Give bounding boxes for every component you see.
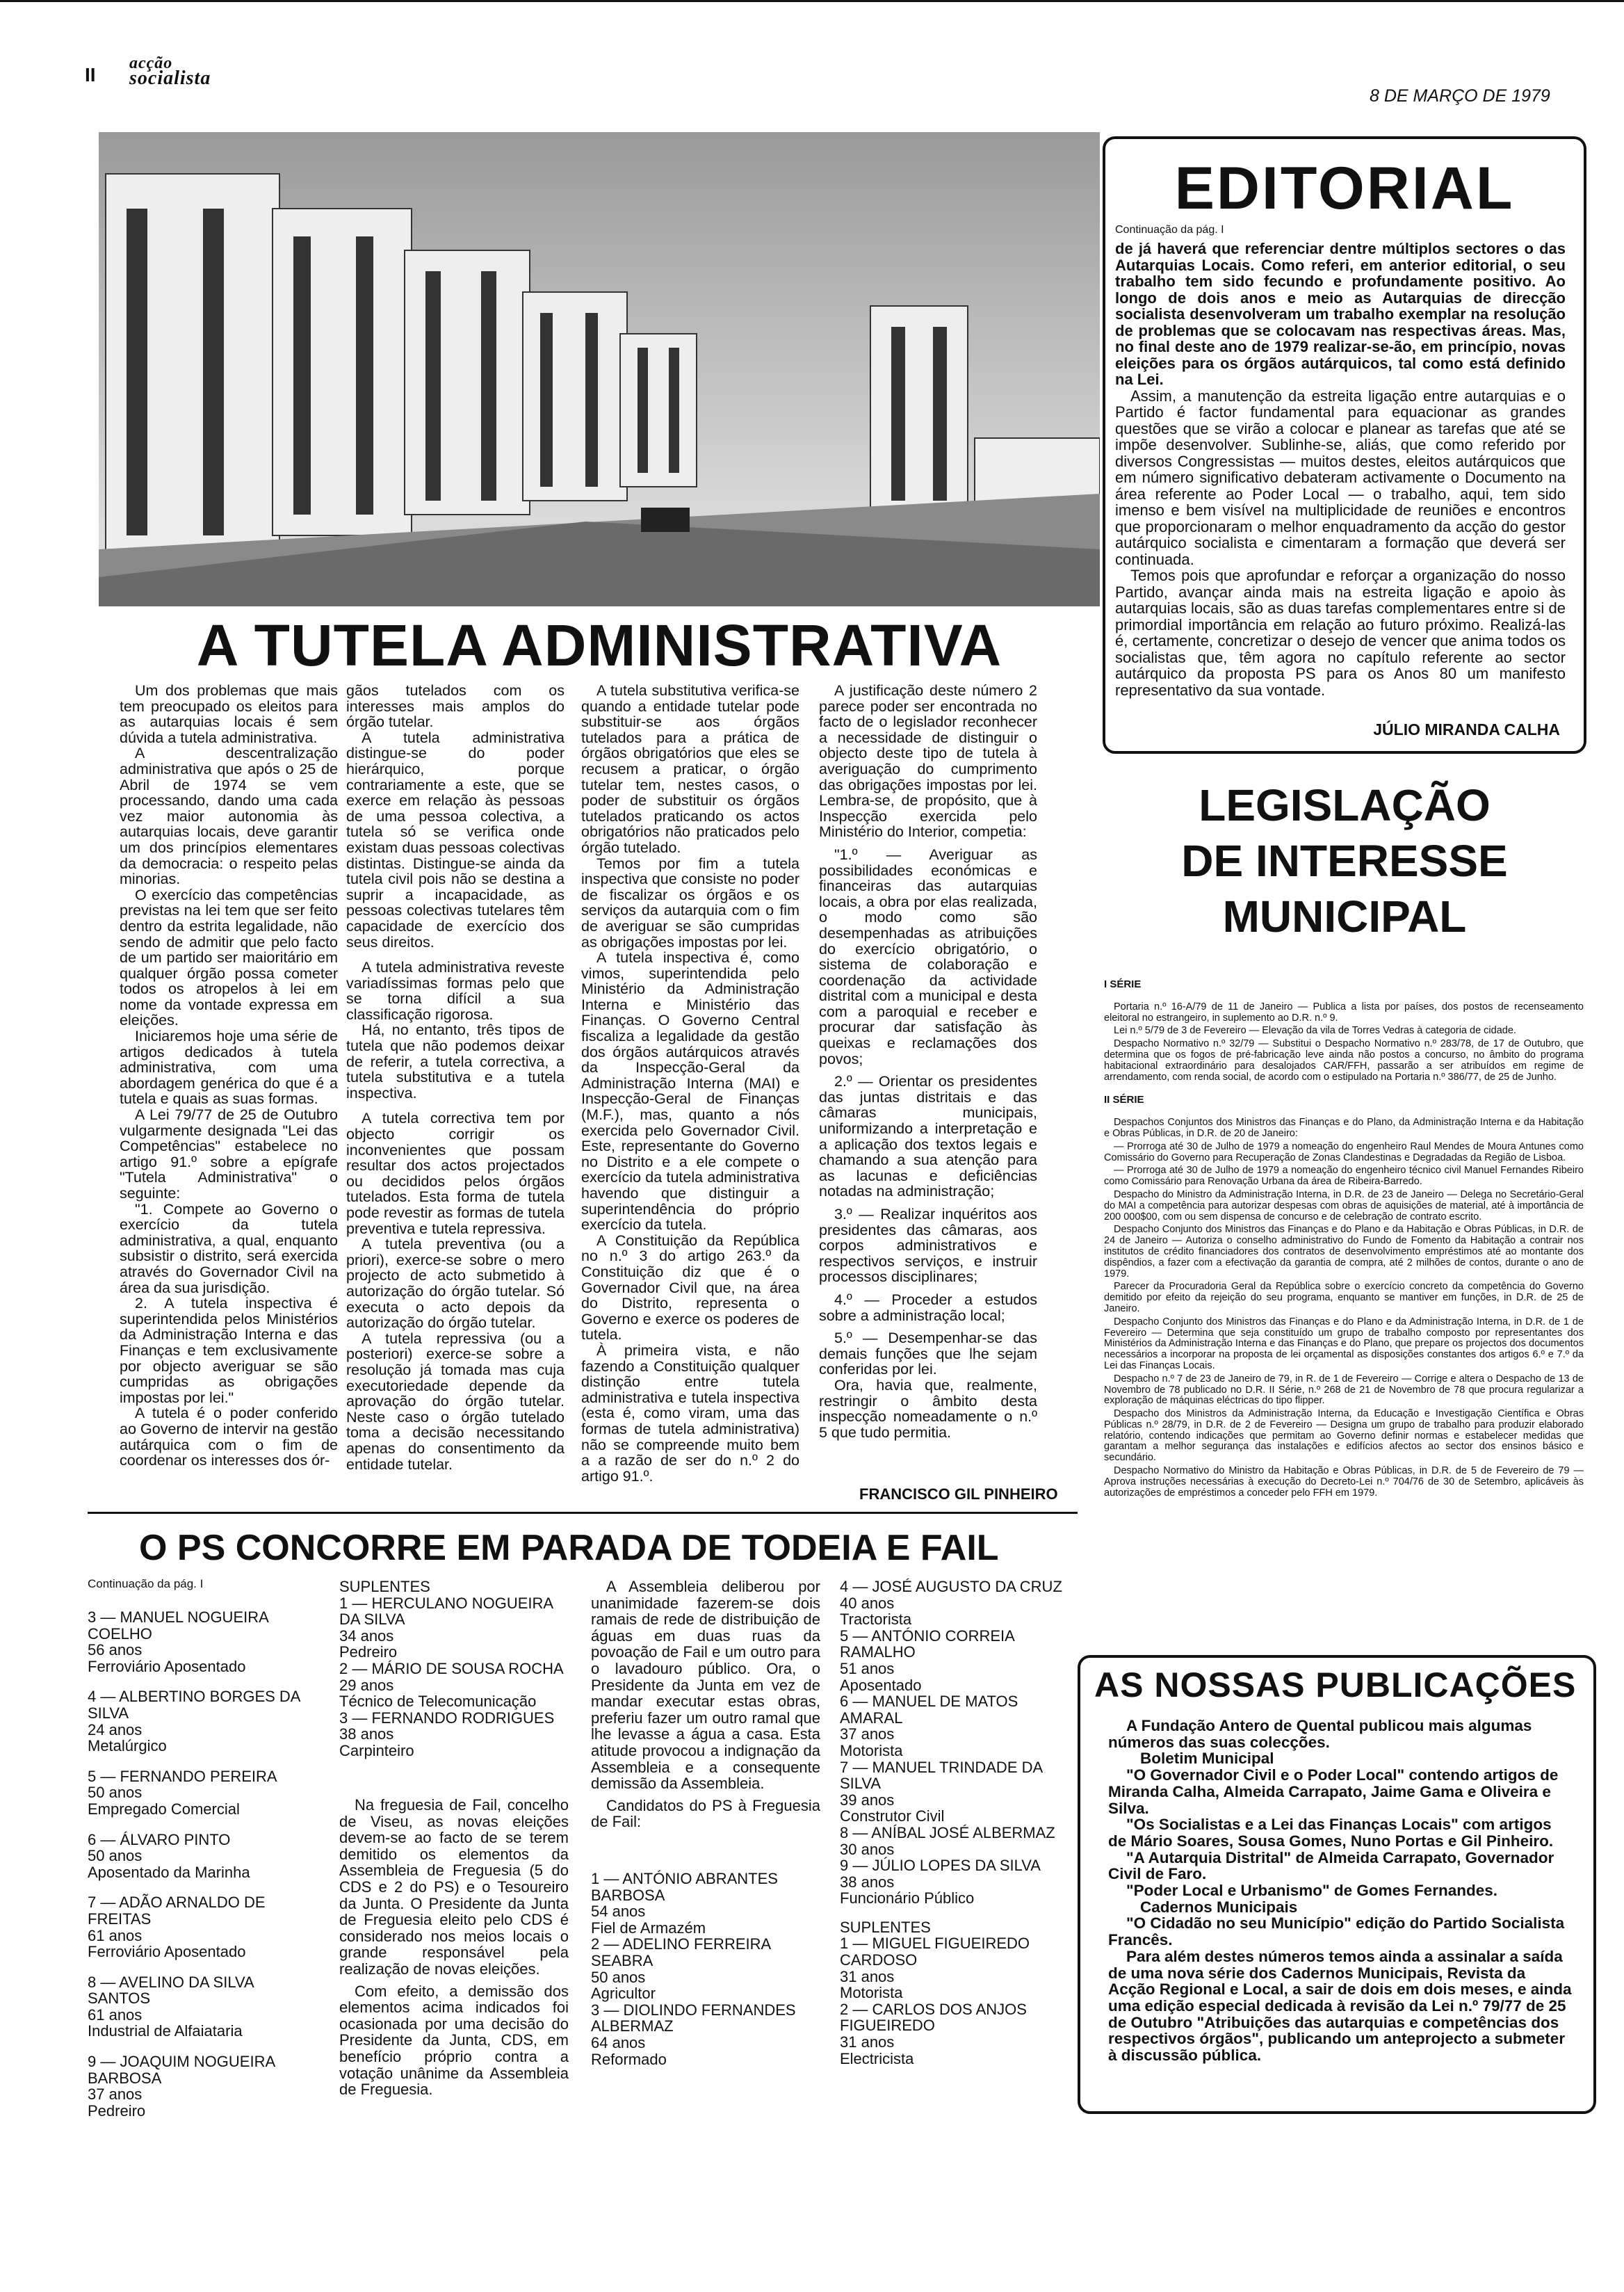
article-column-1 [120,683,338,1469]
publications-body [1108,1718,1574,2064]
legislation-item: Despacho n.º 7 de 23 de Janeiro de 79, in R. de 1 de Fevereiro — Corrige e altera o Despacho de 13 de Novembro de 78 publicado no D.R. II Série, n.º 268 de 21 de Novembro de 78 que procura regularizar a exploração de máquinas eléctricas do tipo flipper. [1104,1373,1584,1407]
article-paragraph: 5.º — Desempenhar-se das demais funções que lhe sejam conferidas por lei. [819,1330,1037,1378]
article-paragraph: Com efeito, a demissão dos elementos acima indicados foi ocasionada por uma decisão do Presidente da Junta, CDS, em benefício próprio contra a votação unânime da Assembleia de Freguesia. [339,1982,569,2099]
candidate-list-4 [840,1579,1069,2067]
fail-continuation: Continuação da pág. I [88,1577,204,1590]
candidate-name: 4 — ALBERTINO BORGES DA SILVA [88,1688,300,1722]
candidate-job: Tractorista [840,1611,912,1629]
candidate-age: 50 anos [591,1968,646,1986]
article-paragraph: "1. Compete ao Governo o exercício da tutela administrativa, a qual, enquanto subsistir o distrito, será exercida através do Governador Civil na área da sua jurisdição. [120,1200,338,1296]
fail-text-column-3 [591,1579,820,1830]
article-paragraph: A tutela administrativa reveste variadíssimas formas pelo que se torna difícil a sua classificação rigorosa. [346,959,565,1023]
candidate-age: 31 anos [840,2033,895,2051]
candidate-name: 4 — JOSÉ AUGUSTO DA CRUZ [840,1578,1062,1595]
editorial-title: EDITORIAL [1174,155,1515,222]
article-paragraph: A descentralização administrativa que após o 25 de Abril de 1974 se vem processando, dando uma cada vez maior autonomia às autarquias locais, deve garantir um dos princípios elementares da democracia: o respeito pelas minorias. [120,745,338,888]
article-paragraph: Ora, havia que, realmente, restringir o âmbito desta inspecção nomeadamente o n.º 5 que tudo permitia. [819,1376,1037,1441]
legislation-title [1103,777,1586,944]
article-paragraph: A tutela é o poder conferido ao Governo de intervir na gestão autárquica com o fim de coordenar os interesses dos ór- [120,1405,338,1469]
article-paragraph: A Constituição da República no n.º 3 do artigo 263.º da Constituição diz que é o Governador Civil que, na área do Distrito, representa o Governo e exerce os poderes de tutela. [581,1232,799,1343]
candidate-job: Fiel de Armazém [591,1919,706,1937]
candidate-job: Carpinteiro [339,1741,414,1759]
article-paragraph: A justificação deste número 2 parece poder ser encontrada no facto de o legislador reconhecer a necessidade de distinguir o objecto deste tipo de tutela à averiguação do cumprimento das obrigações impostas por lei. Lembra-se, de propósito, que à Inspecção exercida pelo Ministério do Interior, competia: [819,682,1037,841]
editorial-continuation: Continuação da pág. I [1115,224,1224,236]
candidate-age: 54 anos [591,1903,646,1921]
article-paragraph: 3.º — Realizar inquéritos aos presidentes das câmaras, aos corpos administrativos e respectivos serviços, e instruir processos disciplinares; [819,1206,1037,1286]
candidate-age: 37 anos [840,1725,895,1743]
legislation-item: Despacho do Ministro da Administração Interna, in D.R. de 23 de Janeiro — Delega no Secretário-Geral do MAI a competência para autorizar despesas com obras de aquisições de material, até à importância de 200 000$00, com ou sem dispensa de concurso e de celebração de contrato escrito. [1104,1188,1584,1222]
housing-photo [99,132,1100,606]
candidate-name: 7 — ADÃO ARNALDO DE FREITAS [88,1894,266,1928]
candidate-list-2 [339,1579,569,1759]
publications-paragraph: "O Governador Civil e o Poder Local" contendo artigos de Miranda Calha, Almeida Carrapato, Jaime Gama e Oliveira e Silva. [1108,1766,1559,1817]
article-paragraph: A Assembleia deliberou por unanimidade fazerem-se dois ramais de rede de distribuição de águas em duas ruas da povoação de Fail e um outro para o lavadouro público. Ora, o Presidente da Junta em vez de mandar executar estas obras, preferiu fazer um outro ramal que lhe levasse a água a casa. Esta atitude provocou a indignação da Assembleia e a consequente demissão da Assembleia. [591,1578,820,1793]
candidate-job: Pedreiro [88,2101,146,2120]
list-heading: SUPLENTES [840,1918,931,1936]
candidate-name: 1 — HERCULANO NOGUEIRA DA SILVA [339,1594,553,1629]
publications-paragraph: "Poder Local e Urbanismo" de Gomes Fernandes. [1126,1882,1497,1900]
candidate-job: Aposentado [840,1676,922,1694]
legislation-item: Parecer da Procuradoria Geral da República sobre o exercício concreto da competência do Governo demitido por efeito da rejeição do seu programa, enquanto se mantiver em funções, in D.R. de 25 de Janeiro. [1104,1281,1584,1314]
article-paragraph: Temos por fim a tutela inspectiva que consiste no poder de fiscalizar os órgãos e os serviços da autarquia com o fim de averiguar se são cumpridas as obrigações impostas por lei. [581,855,799,951]
series-heading: I SÉRIE [1104,978,1142,990]
candidate-age: 38 anos [840,1873,895,1891]
list-heading: SUPLENTES [339,1578,430,1595]
main-headline: A TUTELA ADMINISTRATIVA [196,613,1002,678]
candidate-age: 38 anos [339,1725,394,1743]
article-paragraph: Na freguesia de Fail, concelho de Viseu, as novas eleições devem-se ao facto de se terem demitido os elementos da Assembleia de Freguesia (5 do CDS e 2 do PS) e o Tesoureiro da Junta. O Presidente da Junta de Freguesia eleito pelo CDS é considerado nos meios locais o grande responsável pela realização de novas eleições. [339,1796,569,1978]
candidate-job: Metalúrgico [88,1737,167,1755]
article-column-3 [581,683,799,1484]
legislation-title-line: LEGISLAÇÃO [1199,780,1491,830]
candidate-name: 3 — FERNANDO RODRIGUES [339,1709,555,1727]
candidate-job: Pedreiro [339,1643,398,1661]
candidate-job: Reformado [591,2050,667,2068]
article-paragraph: A tutela repressiva (ou a posteriori) exerce-se sobre a resolução já tomada mas cuja executoriedade depende da aprovação do órgão tutelar. Neste caso o órgão tutelado toma a decisão necessitando apenas do consentimento da entidade tutelar. [346,1330,565,1473]
candidate-name: 3 — DIOLINDO FERNANDES ALBERMAZ [591,2001,796,2035]
fail-text-column-2 [339,1797,569,2098]
candidate-job: Funcionário Público [840,1889,975,1907]
editorial-signature: JÚLIO MIRANDA CALHA [1373,720,1560,739]
publications-subheading: Boletim Municipal [1140,1750,1274,1768]
candidate-name: 1 — MIGUEL FIGUEIREDO CARDOSO [840,1935,1030,1969]
article-paragraph: gãos tutelados com os interesses mais amplos do órgão tutelar. [346,682,565,731]
section-divider [88,1512,1078,1514]
candidate-name: 6 — ÁLVARO PINTO [88,1830,231,1848]
candidate-age: 34 anos [339,1627,394,1645]
article-column-4 [819,683,1037,1440]
legislation-body [1104,979,1584,1501]
article-paragraph: A tutela correctiva tem por objecto corrigir os inconvenientes que possam resultar dos actos projectados ou decididos pelos órgãos tutelados. Esta forma de tutela pode revestir as formas de tutela preventiva e tutela repressiva. [346,1110,565,1237]
article-paragraph: Iniciaremos hoje uma série de artigos dedicados à tutela administrativa, com uma abordagem genérica do que é a tutela e quais as suas formas. [120,1028,338,1108]
article-paragraph: 2. A tutela inspectiva é superintendida pelos Ministérios da Administração Interna e das Finanças e tem exclusivamente por objecto averiguar se são cumpridas as obrigações impostas por lei." [120,1295,338,1406]
legislation-item: Despacho Normativo do Ministro da Habitação e Obras Públicas, in D.R. de 5 de Fevereiro de 79 — Aprova instruções necessárias à execução do Decreto-Lei n.º 704/76 de 30 de Setembro, aplicáveis às autorizações de empréstimos a conceder pelo FFH em 1979. [1104,1465,1584,1499]
candidate-job: Técnico de Telecomunicação [339,1693,537,1711]
publications-paragraph: "Os Socialistas e a Lei das Finanças Locais" com artigos de Mário Soares, Sousa Gomes, Nuno Portas e Gil Pinheiro. [1108,1816,1554,1850]
series-heading: II SÉRIE [1104,1094,1144,1106]
candidate-job: Ferroviário Aposentado [88,1657,246,1675]
issue-date: 8 DE MARÇO DE 1979 [1370,86,1550,106]
article-paragraph: A tutela substitutiva verifica-se quando a entidade tutelar pode substituir-se aos órgãos tutelados para a prática de órgãos obrigatórios que eles se recusem a praticar, o órgão tutelar tem, nestes casos, o poder de substituir os órgãos tutelados praticando os actos obrigatórios não praticados pelo órgão tutelado. [581,682,799,856]
article-paragraph: "1.º — Averiguar as possibilidades económicas e financeiras das autarquias locais, a obra por elas realizada, o modo como são desempenhadas as atribuições do exercício obrigatório, o sistema de colaboração e coordenação da actividade distrital com a municipal e desta com a paroquial e receber e procurar dar satisfação às queixas e reclamações dos povos; [819,846,1037,1067]
article-column-2 [346,683,565,1472]
candidate-job: Electricista [840,2049,914,2067]
editorial-paragraph: Temos pois que aprofundar e reforçar a organização do nosso Partido, avançar ainda mais na estreita ligação e apoio às autarquias locais, são as duas tarefas complementares entre si de primordial importância em relação ao futuro próximo. Realizá-las é, certamente, concretizar o desejo de vencer que anima todos os socialistas que, têm agora no capítulo referente ao sector autárquico da proposta PS para os Anos 80 um manifesto representativo da sua vontade. [1115,567,1566,699]
candidate-job: Empregado Comercial [88,1800,240,1818]
article-paragraph: À primeira vista, e não fazendo a Constituição qualquer distinção entre tutela administrativa e tutela inspectiva (esta é, como viram, uma das formas de tutela administrativa) não se compreende muito bem a a razão de ser do n.º 2 do artigo 91.º. [581,1341,799,1485]
publications-paragraph: "O Cidadão no seu Município" edição do Partido Socialista Francês. [1108,1914,1565,1949]
article-paragraph: A tutela administrativa distingue-se do poder hierárquico, porque contrariamente a este, que se exerce em relação às pessoas de uma pessoa colectiva, a tutela só se verifica onde existam duas pessoas colectivas distintas. Distingue-se ainda da tutela civil pois não se destina a suprir a incapacidade, as pessoas colectivas tutelares têm capacidade de exercício dos seus direitos. [346,729,565,951]
legislation-item: — Prorroga até 30 de Julho de 1979 a nomeação do engenheiro Raul Mendes de Moura Antunes como Comissário do Governo para Recuperação de Zonas Clandestinas e Degradadas da Região de Lisboa. [1104,1140,1584,1163]
candidate-name: 5 — ANTÓNIO CORREIA RAMALHO [840,1627,1014,1661]
candidate-name: 2 — MÁRIO DE SOUSA ROCHA [339,1659,564,1677]
article-paragraph: 2.º — Orientar os presidentes das juntas distritais e das câmaras municipais, uniformizando a interpretação e a aplicação dos textos legais e chamando a sua atenção para as lacunas e deficiências notadas na administração; [819,1073,1037,1200]
article-paragraph: O exercício das competências previstas na lei tem que ser feito dentro da estrita legalidade, não sendo de admitir que pelo facto de um partido ser maioritário em qualquer órgão possa cometer todos os atropelos à lei em nome da vontade expressa em eleições. [120,886,338,1029]
article-paragraph: A tutela preventiva (ou a priori), exerce-se sobre o mero projecto de acto submetido à autorização do órgão tutelar. Só executa o acto depois da autorização do órgão tutelar. [346,1236,565,1332]
legislation-item: — Prorroga até 30 de Julho de 1979 a nomeação do engenheiro técnico civil Manuel Fernandes Ribeiro como Comissário para Renovação Urbana da área de Ribeira-Barredo. [1104,1165,1584,1188]
article-byline: FRANCISCO GIL PINHEIRO [859,1485,1058,1503]
candidate-name: 5 — FERNANDO PEREIRA [88,1767,277,1785]
candidate-name: 8 — ANÍBAL JOSÉ ALBERMAZ [840,1823,1055,1841]
editorial-paragraph: Assim, a manutenção da estreita ligação entre autarquias e o Partido é factor fundamental para equacionar as grandes questões que se virão a colocar e planear as tarefas que até se impõe desenvolver. Sublinhe-se, aliás, que como referido por diversos Congressistas — muitos destes, eleitos autárquicos que em número significativo debateram activamente o Documento na área referente ao Poder Local — o trabalho, aqui, tem sido imenso e bem visível na multiplicidade de reuniões e encontros que proporcionaram o melhor enquadramento da acção do gestor autárquico socialista e cimentaram a formação que deverá ser continuada. [1115,387,1566,568]
candidate-age: 64 anos [591,2033,646,2051]
candidate-age: 24 anos [88,1720,143,1738]
legislation-title-line: MUNICIPAL [1222,891,1467,942]
article-paragraph: Um dos problemas que mais tem preocupado os eleitos para as autarquias locais é sem dúvida a tutela administrativa. [120,682,338,746]
candidate-age: 51 anos [840,1659,895,1677]
candidate-age: 39 anos [840,1791,895,1809]
legislation-item: Despacho Normativo n.º 32/79 — Substitui o Despacho Normativo n.º 283/78, de 17 de Outubro, que determina que os fogos de pré-fabricação leve ainda não postos a concurso, no âmbito do programa habitacional extraordinário para desalojados CAR/FFH, passarão a ser atribuídos em regime de arrendamento, com renda social, de acordo com o estipulado na Portaria n.º 386/77, de 25 de Junho. [1104,1038,1584,1083]
candidate-age: 61 anos [88,1926,143,1944]
candidate-age: 56 anos [88,1641,143,1659]
candidate-name: 9 — JÚLIO LOPES DA SILVA [840,1857,1041,1875]
candidate-age: 30 anos [840,1840,895,1858]
legislation-item: Portaria n.º 16-A/79 de 11 de Janeiro — Publica a lista por países, dos postos de recenseamento eleitoral no estrangeiro, in suplemento ao D.R. n.º 9. [1104,1001,1584,1024]
candidate-age: 50 anos [88,1847,143,1865]
candidate-age: 61 anos [88,2006,143,2024]
legislation-item: Despachos Conjuntos dos Ministros das Finanças e do Plano, da Administração Interna e da Habitação e Obras Públicas, in D.R. de 20 de Janeiro: [1104,1117,1584,1139]
candidate-list-1 [88,1609,317,2119]
candidate-name: 1 — ANTÓNIO ABRANTES BARBOSA [591,1870,778,1904]
legislation-item: Despacho Conjunto dos Ministros das Finanças e do Plano e da Habitação e Obras Públicas, in D.R. de 24 de Janeiro — Autoriza o conselho administrativo do Fundo de Fomento da Habitação a contrair nos institutos de crédito financiadores dos contratos de desenvolvimento empréstimos até ao montante dos dispêndios, a fazer com a efectivação da garantia de compra, até 2 milhões de contos, durante o ano de 1979. [1104,1224,1584,1280]
candidate-job: Ferroviário Aposentado [88,1943,246,1961]
article-paragraph: 4.º — Proceder a estudos sobre a administração local; [819,1291,1037,1324]
candidate-list-3 [591,1871,820,2067]
candidate-name: 3 — MANUEL NOGUEIRA COELHO [88,1608,268,1643]
candidate-name: 9 — JOAQUIM NOGUEIRA BARBOSA [88,2053,275,2087]
candidate-job: Motorista [840,1741,903,1759]
article-paragraph: A tutela inspectiva é, como vimos, superintendida pelo Ministério da Administração Interna e Ministério das Finanças. O Governo Central fiscaliza a legalidade da gestão dos órgãos autárquicos através da Inspecção-Geral da Administração Interna (MAI) e Inspecção-Geral de Finanças (M.F.), mas, quanto a nós exercida pelo Governador Civil. Este, representante do Governo no Distrito e a ele compete o exercício da tutela administrativa havendo que distinguir a superintendência do próprio exercício da tutela. [581,949,799,1234]
candidate-name: 6 — MANUEL DE MATOS AMARAL [840,1693,1018,1727]
legislation-item: Despacho Conjunto dos Ministros das Finanças e do Plano e da Administração Interna, in D.R. de 1 de Fevereiro — Determina que seja constituído um grupo de trabalho composto por representantes dos Ministérios da Administração Interna e das Finanças e do Plano, que prepare os projectos dos documentos necessários a incorporar na proposta de lei orçamental as disposições constantes dos artigos 6.º e 7.º da Lei das Finanças Locais. [1104,1316,1584,1371]
candidate-job: Motorista [840,1984,903,2002]
masthead-logo [129,54,211,89]
page-number: II [85,64,96,86]
candidate-job: Industrial de Alfaiataria [88,2022,243,2040]
publications-title: AS NOSSAS PUBLICAÇÕES [1094,1665,1577,1704]
article-paragraph: A Lei 79/77 de 25 de Outubro vulgarmente designada "Lei das Competências" estabelece no artigo 91.º sobre a epígrafe "Tutela Administrativa" o seguinte: [120,1106,338,1202]
candidate-job: Aposentado da Marinha [88,1863,250,1881]
candidate-age: 50 anos [88,1784,143,1802]
publications-subheading: Cadernos Municipais [1140,1898,1298,1916]
candidate-job: Construtor Civil [840,1807,945,1825]
masthead-top: acção [129,54,173,72]
candidate-age: 37 anos [88,2085,143,2104]
legislation-title-line: DE INTERESSE [1181,836,1508,886]
candidate-age: 29 anos [339,1676,394,1694]
masthead-bottom: socialista [129,67,211,89]
candidate-name: 7 — MANUEL TRINDADE DA SILVA [840,1758,1042,1793]
editorial-body [1115,241,1566,698]
candidate-job: Agricultor [591,1985,656,2003]
fail-headline: O PS CONCORRE EM PARADA DE TODEIA E FAIL [139,1528,999,1568]
candidate-name: 2 — ADELINO FERREIRA SEABRA [591,1935,770,1969]
publications-paragraph: Para além destes números temos ainda a assinalar a saída de uma nova série dos Cadernos Municipais, Revista da Acção Regional e Local, a sair de dois em dois meses, e ainda uma edição especial dedicada à revisão da Lei n.º 79/77 de 25 de Outubro "Atribuições das autarquias e competências dos respectivos órgãos", publicando um anteprojecto a submeter à discussão pública. [1108,1947,1572,2065]
candidate-age: 31 anos [840,1967,895,1985]
top-rule [0,0,1624,2]
article-paragraph: Há, no entanto, três tipos de tutela que não podemos deixar de referir, a tutela correctiva, a tutela substitutiva e a tutela inspectiva. [346,1022,565,1101]
candidate-age: 40 anos [840,1594,895,1612]
publications-paragraph: A Fundação Antero de Quental publicou mais algumas números das suas colecções. [1108,1717,1532,1751]
article-paragraph: Candidatos do PS à Freguesia de Fail: [591,1796,820,1831]
legislation-item: Despacho dos Ministros da Administração Interna, da Educação e Investigação Científica e Obras Públicas n.º 28/79, in D.R. de 2 de Fevereiro — Designa um grupo de trabalho para produzir elaborado relatório, contendo indicações que permitam ao Governo definir normas e estabelecer medidas que garantam a melhor segurança das instalações e edifícios afectos ao sector dos ensinos básico e secundário. [1104,1408,1584,1464]
candidate-name: 2 — CARLOS DOS ANJOS FIGUEIREDO [840,2000,1027,2035]
candidate-name: 8 — AVELINO DA SILVA SANTOS [88,1973,254,2008]
legislation-item: Lei n.º 5/79 de 3 de Fevereiro — Elevação da vila de Torres Vedras à categoria de cidade. [1114,1025,1516,1037]
housing-photo-image [99,132,1100,606]
editorial-paragraph: de já haverá que referenciar dentre múltiplos sectores o das Autarquias Locais. Como referi, em anterior editorial, o seu trabalho tem sido fecundo e profundamente positivo. Ao longo de dois anos e meio as Autarquias de direcção socialista desenvolveram um trabalho exemplar na resolução de problemas que se colocavam nas respectivas áreas. Mas, no final deste ano de 1979 realizar-se-ão, em princípio, novas eleições para os órgãos autárquicos, tal como está definido na Lei. [1115,240,1566,388]
publications-paragraph: "A Autarquia Distrital" de Almeida Carrapato, Governador Civil de Faro. [1108,1848,1554,1883]
